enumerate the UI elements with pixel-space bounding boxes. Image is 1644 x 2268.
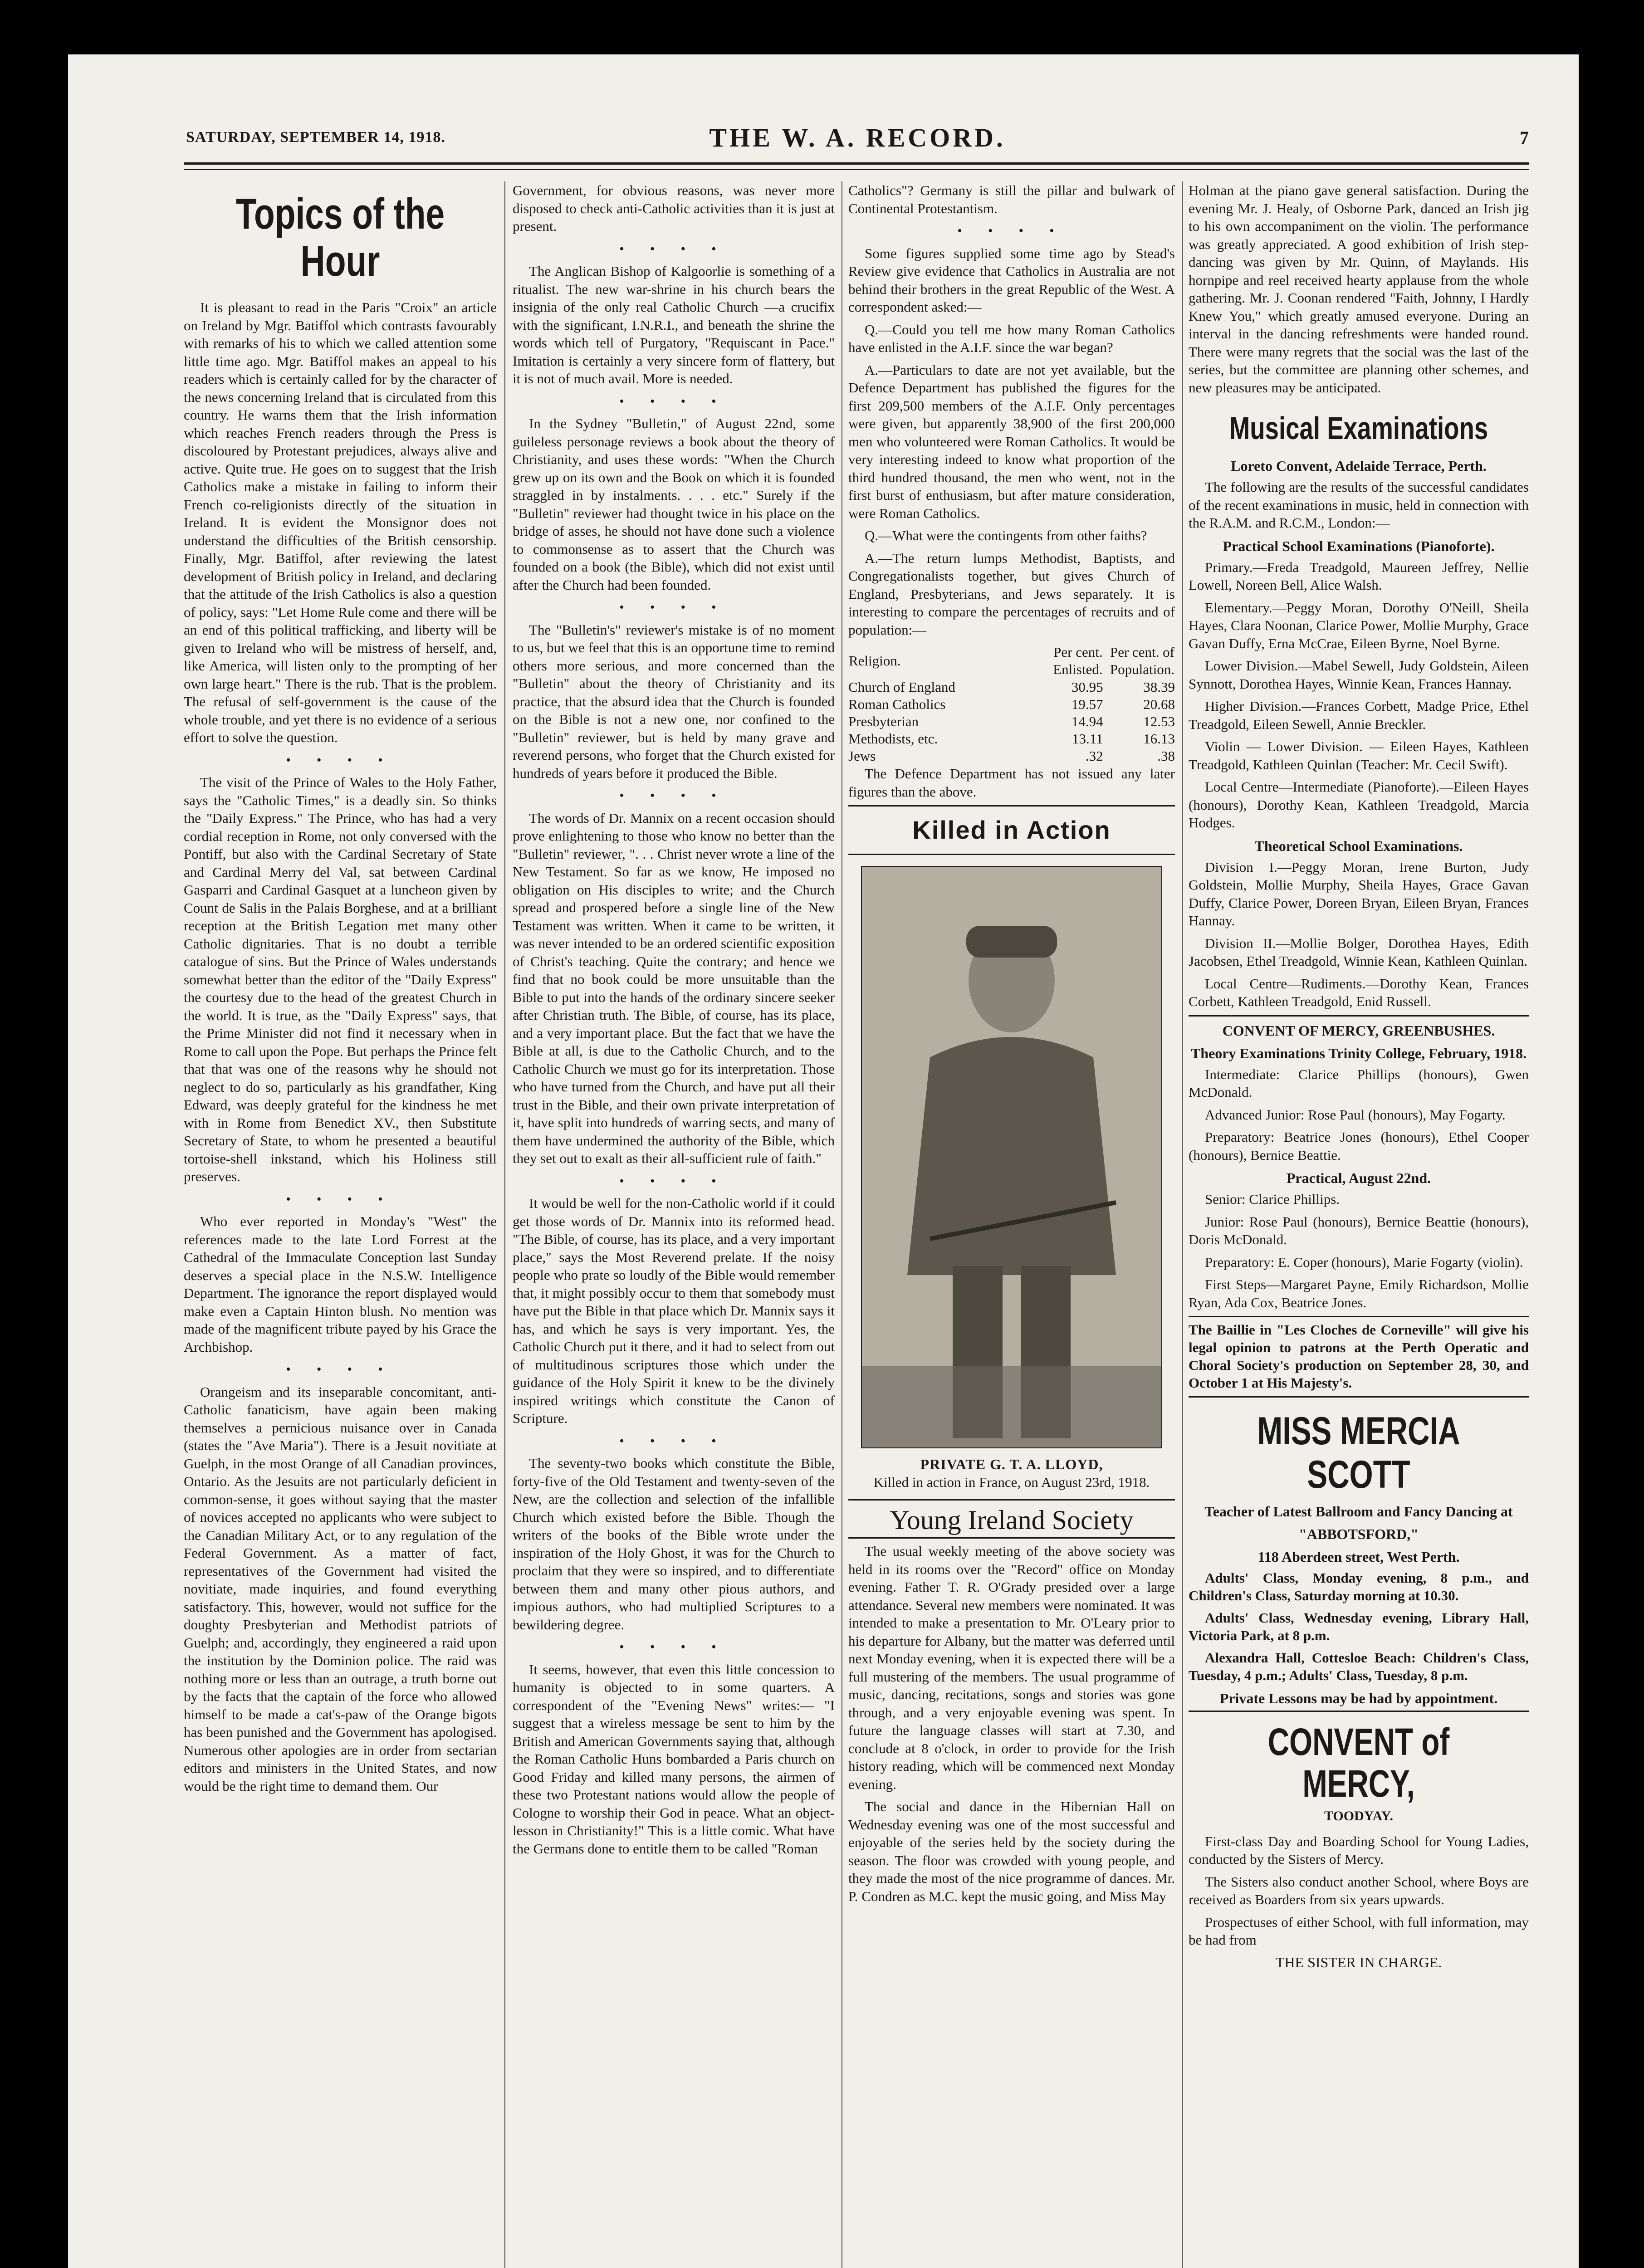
table-cell: Presbyterian bbox=[848, 714, 919, 729]
section-separator: • • • • bbox=[620, 1640, 728, 1653]
section-separator: • • • • bbox=[620, 601, 728, 614]
killed-in-action-headline: Killed in Action bbox=[912, 816, 1111, 844]
result-item: Lower Division.—Mabel Sewell, Judy Goldstein, Aileen Synnott, Dorothea Hayes, Winnie Kean, Frances Hannay. bbox=[1189, 658, 1529, 692]
rule bbox=[848, 805, 1175, 807]
rule bbox=[1189, 1015, 1529, 1017]
advert-line: Teacher of Latest Ballroom and Fancy Dancing at bbox=[1204, 1503, 1513, 1520]
section-heading: Loreto Convent, Adelaide Terrace, Perth. bbox=[1231, 458, 1487, 474]
young-ireland-headline: Young Ireland Society bbox=[890, 1505, 1134, 1535]
section-separator: • • • • bbox=[286, 1192, 394, 1206]
baillie-notice: The Baillie in "Les Cloches de Corneville" will give his legal opinion to patrons at the Perth Operatic and Choral Society's production on September 28, 30, and October 1 at His Majesty's. bbox=[1189, 1322, 1529, 1391]
section-separator: • • • • bbox=[620, 789, 728, 802]
table-header-cell: Religion. bbox=[849, 653, 901, 669]
advert-paragraph: Prospectuses of either School, with full information, may be had from bbox=[1189, 1914, 1529, 1948]
section-separator: • • • • bbox=[958, 224, 1066, 237]
article-paragraph: A.—The return lumps Methodist, Baptists, and Congregationalists together, but gives Church of England, Presbyterians, and Jews separately. It is interesting to compare the percentages of recruits and of population:— bbox=[848, 550, 1175, 638]
advert-paragraph: The Sisters also conduct another School, where Boys are received as Boarders from six years upwards. bbox=[1189, 1873, 1529, 1907]
table-cell: 13.11 bbox=[1072, 731, 1103, 747]
article-paragraph: The words of Dr. Mannix on a recent occasion should prove enlightening to those who know no better than the "Bulletin" reviewer, ". . . Christ never wrote a line of the New Testament. So far as we know, He imposed no obligation on His disciples to write; and the Church spread and prospered before a single line of the New Testament was written. When it came to be written, it was never intended to be an ordered scientific exposition of Christ's teaching. Quite the contrary; and hence we find that no book could be more unsuitable than the Bible to put into the hands of the ordinary sincere seeker after Christian truth. The Bible, of course, has its place, and a very important place. But the fact that we have the Bible at all, is due to the Catholic Church, and to the Catholic Church we must go for its interpretation. Those who have turned from the Church, and have put all their trust in the Bible, and their own private interpretation of it, have split into hundreds of warring sects, and many of them have undermined the authority of the Bible, which they set out to exalt as their all-sufficient rule of faith." bbox=[513, 810, 835, 1166]
table-cell: 14.94 bbox=[1071, 714, 1103, 729]
article-paragraph: The social and dance in the Hibernian Hall on Wednesday evening was one of the most successful and enjoyable of the series held by the society during the season. The floor was crowded with young people, and they made the most of the nice programme of dances. Mr. P. Condren as M.C. kept the music going, and Miss May bbox=[848, 1799, 1175, 1904]
result-item: Senior: Clarice Phillips. bbox=[1205, 1191, 1340, 1207]
column-4 bbox=[1189, 181, 1529, 2268]
rule bbox=[848, 854, 1175, 855]
result-item: Preparatory: E. Coper (honours), Marie Fogarty (violin). bbox=[1205, 1254, 1523, 1270]
result-item: Preparatory: Beatrice Jones (honours), Ethel Cooper (honours), Bernice Beattie. bbox=[1189, 1129, 1529, 1163]
musical-examinations-headline: Musical Examinations bbox=[1229, 411, 1488, 446]
table-cell: Roman Catholics bbox=[848, 696, 946, 712]
article-paragraph: The Anglican Bishop of Kalgoorlie is something of a ritualist. The new war-shrine in his church bears the insignia of the only real Catholic Church —a crucifix with the significant, I.N.R.I., and beneath the shrine the words which tell of Purgatory, "Requiscant in Pace." Imitation is certainly a very sincere form of flattery, but it is not of much avail. More is needed. bbox=[513, 263, 835, 386]
result-item: Local Centre—Rudiments.—Dorothy Kean, Frances Corbett, Kathleen Treadgold, Enid Russell. bbox=[1189, 975, 1529, 1009]
advert-line: Private Lessons may be had by appointment. bbox=[1219, 1690, 1498, 1706]
table-cell: .38 bbox=[1157, 748, 1175, 764]
result-item: Division II.—Mollie Bolger, Dorothea Hayes, Edith Jacobsen, Ethel Treadgold, Winnie Kean, Kathleen Quinlan. bbox=[1189, 935, 1529, 969]
header-rule bbox=[184, 162, 1529, 165]
section-separator: • • • • bbox=[620, 242, 728, 255]
photo-caption-detail: Killed in action in France, on August 23rd, 1918. bbox=[873, 1474, 1150, 1490]
advert-class: Adults' Class, Monday evening, 8 p.m., and Children's Class, Saturday morning at 10.30. bbox=[1189, 1570, 1529, 1603]
advert-paragraph: First-class Day and Boarding School for Young Ladies, conducted by the Sisters of Mercy. bbox=[1189, 1833, 1529, 1867]
section-heading: Theoretical School Examinations. bbox=[1254, 837, 1463, 854]
section-heading: Practical, August 22nd. bbox=[1286, 1170, 1431, 1186]
result-item: Violin — Lower Division. — Eileen Hayes, Kathleen Treadgold, Kathleen Quinlan (Teacher: Mr. Cecil Swift). bbox=[1189, 738, 1529, 772]
page-number: 7 bbox=[1520, 127, 1529, 148]
article-paragraph: The Defence Department has not issued any later figures than the above. bbox=[848, 766, 1175, 800]
rule bbox=[1189, 1711, 1529, 1712]
article-paragraph: Holman at the piano gave general satisfaction. During the evening Mr. J. Healy, of Osborne Park, danced an Irish jig to his own accompaniment on the violin. The performance was greatly appreciated. A good exhibition of Irish step-dancing was given by Mr. Quinn, of Maylands. His hornpipe and reel received hearty applause from the whole gathering. Mr. J. Coonan rendered "Faith, Johnny, I Hardly Knew You," which greatly amused everyone. During an interval in the dancing refreshments were handed round. There were many regrets that the social was the last of the series, but the committee are planning other schemes, and new pleasures may be anticipated. bbox=[1189, 182, 1529, 396]
article-paragraph: Some figures supplied some time ago by Stead's Review give evidence that Catholics in Australia are not behind their brothers in the great Republic of the West. A correspondent asked:— bbox=[848, 245, 1175, 315]
table-row bbox=[848, 730, 1175, 748]
article-paragraph: Orangeism and its inseparable concomitant, anti-Catholic fanaticism, have again been making themselves a pernicious nuisance over in Canada (states the "Ave Maria"). There is a Jesuit novitiate at Guelph, in the most Orange of all Canadian provinces, Ontario. As the Jesuits are not particularly deficient in common-sense, it goes without saying that the master of novices accepted no applicants who were subject to the Canadian Military Act, or to any regulation of the Federal Government. As a matter of fact, representatives of the Government had visited the novitiate, made inquiries, and found everything satisfactory. This, however, would not suffice for the doughty Presbyterian and Methodist patriots of Guelph; and, accordingly, they engineered a raid upon the institution by the Dominion police. The raid was nothing more or less than an outrage, a truth borne out by the facts that the captain of the force who allowed himself to be made a cat's-paw of the Orange bigots has been punished and the Government has apologised. Numerous other apologies are in order from sectarian editors and ministers in the United States, and now would be the right time to demand them. Our bbox=[184, 1383, 497, 1794]
convent-location: TOODYAY. bbox=[1324, 1809, 1394, 1823]
table-row bbox=[848, 679, 1175, 696]
issue-date: SATURDAY, SEPTEMBER 14, 1918. bbox=[186, 129, 445, 146]
rule bbox=[1189, 1396, 1529, 1398]
result-item: Higher Division.—Frances Corbett, Madge Price, Ethel Treadgold, Eileen Sewell, Annie Breckler. bbox=[1189, 698, 1529, 732]
soldier-portrait-photo bbox=[861, 866, 1162, 1448]
table-cell: 20.68 bbox=[1143, 696, 1175, 712]
advert-class: Alexandra Hall, Cottesloe Beach: Children's Class, Tuesday, 4 p.m.; Adults' Class, Tuesday, 8 p.m. bbox=[1189, 1650, 1529, 1683]
table-cell: 30.95 bbox=[1071, 679, 1103, 695]
section-heading: CONVENT OF MERCY, GREENBUSHES. bbox=[1222, 1022, 1495, 1039]
rule bbox=[848, 1537, 1175, 1539]
result-item: Intermediate: Clarice Phillips (honours), Gwen McDonald. bbox=[1189, 1066, 1529, 1100]
table-row bbox=[848, 748, 1175, 765]
table-cell: Methodists, etc. bbox=[848, 731, 938, 747]
rule bbox=[848, 1499, 1175, 1501]
article-paragraph: A.—Particulars to date are not yet available, but the Defence Department has published the figures for the first 209,500 members of the A.I.F. Only percentages were given, but apparently 38,900 of the first 200,000 men who volunteered were Roman Catholics. It would be very interesting indeed to know what proportion of the third hundred thousand, the men who went, not in the first burst of enthusiasm, but after mature consideration, were Roman Catholics. bbox=[848, 362, 1175, 521]
table-header-row bbox=[848, 643, 1175, 679]
article-paragraph: Q.—What were the contingents from other faiths? bbox=[865, 528, 1147, 543]
section-separator: • • • • bbox=[286, 1363, 394, 1376]
table-cell: Jews bbox=[848, 748, 876, 764]
column-3 bbox=[848, 181, 1175, 2268]
article-paragraph: It seems, however, that even this little concession to humanity is objected to in some quarters. A correspondent of the "Evening News" writes:— "I suggest that a wireless message be sent to him by the British and American Governments saying that, although the Roman Catholic Huns bombarded a Paris church on Good Friday and killed many persons, the airmen of these two Protestant nations would allow the people of Cologne to worship their God in peace. What an object-lesson in Christianity!" This is a little comic. What have the Germans done to entitle them to be called "Roman bbox=[513, 1661, 835, 1857]
result-item: Primary.—Freda Treadgold, Maureen Jeffrey, Nellie Lowell, Noreen Bell, Alice Walsh. bbox=[1189, 559, 1529, 593]
table-cell: .32 bbox=[1085, 748, 1103, 764]
article-paragraph: The visit of the Prince of Wales to the Holy Father, says the "Catholic Times," is a deadly sin. So thinks the "Daily Express." The Prince, who has had a very cordial reception in Rome, not only conversed with the Pontiff, but also with the Cardinal Secretary of State and Cardinal Merry del Val, sat between Cardinal Gasparri and Cardinal Gasquet at a luncheon given by Count de Salis in the Palais Borghese, and at a brilliant reception at the British Legation met many other Catholic dignitaries. That is no doubt a terrible catalogue of sins. But the Prince of Wales understands somewhat better than the editor of the "Daily Express" the courtesy due to the head of the greatest Church in the world. It is true, as the "Daily Express" says, that the Prime Minister did not find it necessary when in Rome to call upon the Pope. But perhaps the Prince felt that that was one of the reasons why he should not neglect to do so, particularly as his grandfather, King Edward, was deeply grateful for the kindness he met with in Rome from Benedict XV., then Substitute Secretary of State, to whom he presented a beautiful tortoise-shell inkstand, which his Holiness still preserves. bbox=[184, 774, 497, 1184]
section-separator: • • • • bbox=[620, 1434, 728, 1447]
section-heading: Practical School Examinations (Pianoforte). bbox=[1223, 538, 1495, 554]
soldier-silhouette-icon bbox=[862, 867, 1161, 1447]
article-paragraph: Government, for obvious reasons, was never more disposed to check anti-Catholic activities than it is just at present. bbox=[513, 182, 835, 234]
mercia-scott-headline: MISS MERCIA SCOTT bbox=[1257, 1409, 1460, 1496]
section-heading: Theory Examinations Trinity College, February, 1918. bbox=[1190, 1045, 1527, 1061]
table-row bbox=[848, 713, 1175, 730]
article-paragraph: It is pleasant to read in the Paris "Croix" an article on Ireland by Mgr. Batiffol which contrasts favourably with remarks of his to which we called attention some little time ago. Mgr. Batiffol makes an appeal to his readers which is certainly called for by the character of the news concerning Ireland that is circulated from this country. He warns them that the Irish information which reaches French readers through the Press is discoloured by Protestant prejudices, always alive and active. Quite true. He goes on to suggest that the Irish Catholics make a mistake in failing to inform their French co-religionists directly of the situation in Ireland. It is evident the Monsignor does not understand the difficulties of the British censorship. Finally, Mgr. Batiffol, after reviewing the latest development of British policy in Ireland, and declaring that the attitude of the Irish Catholics is also a question of policy, says: "Let Home Rule come and there will be an end of this political trafficking, and liberty will be given to Ireland who will be mistress of herself, and, like America, will listen only to the prompting of her own large heart." There is the rub. That is the problem. The refusal of self-government is the cause of the whole trouble, and yet there is no evidence of a serious effort to solve the question. bbox=[184, 299, 497, 745]
page-header bbox=[186, 122, 1529, 159]
convent-signature: THE SISTER IN CHARGE. bbox=[1275, 1954, 1442, 1970]
photo-caption-name: PRIVATE G. T. A. LLOYD, bbox=[920, 1456, 1103, 1472]
article-paragraph: It would be well for the non-Catholic world if it could get those words of Dr. Mannix into its reformed head. "The Bible, of course, has its place, and a very important place," says the Most Reverend prelate. If the noisy people who prate so loudly of the Bible would remember that, it might possibly occur to them that somebody must have put the Bible in that place which Dr. Mannix says it has, and which he says is very important. Yes, the Catholic Church put it there, and it had to select from out of multitudinous scriptures those which under the guidance of the Holy Spirit it knew to be the divinely inspired writings which constitute the Canon of Scripture. bbox=[513, 1195, 835, 1426]
section-separator: • • • • bbox=[620, 394, 728, 408]
table-cell: 38.39 bbox=[1143, 679, 1175, 695]
column-2 bbox=[513, 181, 835, 2268]
table-header-cell: Per cent. of Population. bbox=[1110, 644, 1174, 677]
article-paragraph: Who ever reported in Monday's "West" the references made to the late Lord Forrest at the Cathedral of the Immaculate Conception last Sunday deserves a special place in the N.S.W. Intelligence Department. The ignorance the report displayed would make even a Captain Hinton blush. No mention was made of the magnificent tribute payed by his Grace the Archbishop. bbox=[184, 1213, 497, 1355]
article-paragraph: The seventy-two books which constitute the Bible, forty-five of the Old Testament and twenty-seven of the New, are the collection and selection of the infallible Church which existed before the Bible. Though the writers of the books of the Bible wrote under the inspiration of the Holy Ghost, it was for the Church to proclaim that they were so inspired, and to differentiate between them and many other pious authors, and impious authors, who had multiplied Scriptures to a bewildering degree. bbox=[513, 1455, 835, 1633]
column-1 bbox=[184, 181, 497, 2268]
article-paragraph: Q.—Could you tell me how many Roman Catholics have enlisted in the A.I.F. since the war began? bbox=[848, 321, 1175, 355]
table-cell: 12.53 bbox=[1143, 714, 1175, 729]
newspaper-page bbox=[68, 54, 1579, 2268]
table-cell: 16.13 bbox=[1143, 731, 1175, 747]
article-paragraph: The "Bulletin's" reviewer's mistake is of no moment to us, but we feel that this is an opportune time to remind others more serious, and more concerned than the "Bulletin" about the theory of Christianity and its practice, that the absurd idea that the Church is founded on the Bible is not a new one, nor confined to the "Bulletin" reviewer, but is held by many grave and reverend persons, who forget that the Church existed for hundreds of years before it produced the Bible. bbox=[513, 621, 835, 781]
article-paragraph: Catholics"? Germany is still the pillar and bulwark of Continental Protestantism. bbox=[848, 182, 1175, 216]
rule bbox=[1189, 1316, 1529, 1317]
convent-of-mercy-headline: CONVENT of MERCY, bbox=[1267, 1721, 1450, 1805]
result-item: Junior: Rose Paul (honours), Bernice Beattie (honours), Doris McDonald. bbox=[1189, 1213, 1529, 1247]
topics-headline: Topics of the Hour bbox=[235, 190, 445, 285]
column-divider bbox=[504, 181, 505, 2268]
advert-line: "ABBOTSFORD," bbox=[1298, 1526, 1419, 1542]
table-cell: 19.57 bbox=[1071, 696, 1103, 712]
article-paragraph: The following are the results of the successful candidates of the recent examinations in music, held in connection with the R.A.M. and R.C.M., London:— bbox=[1189, 479, 1529, 531]
table-header-cell: Per cent. Enlisted. bbox=[1053, 644, 1103, 677]
table-cell: Church of England bbox=[848, 679, 955, 695]
table-row bbox=[848, 696, 1175, 713]
section-separator: • • • • bbox=[620, 1174, 728, 1188]
advert-class: Adults' Class, Wednesday evening, Library Hall, Victoria Park, at 8 p.m. bbox=[1189, 1610, 1529, 1643]
masthead: THE W. A. RECORD. bbox=[709, 123, 1006, 152]
section-separator: • • • • bbox=[286, 753, 394, 767]
advert-line: 118 Aberdeen street, West Perth. bbox=[1257, 1549, 1460, 1565]
article-paragraph: In the Sydney "Bulletin," of August 22nd, some guileless personage reviews a book about the theory of Christianity, and uses these words: "When the Church grew up on its own and the Book on which it is founded straggled in by instalments. . . . etc." Surely if the "Bulletin" reviewer had thought twice in his place on the bridge of asses, he should not have done such a violence to commonsense as to assert that the Church was founded on a book (the Bible), which did not exist until after the Church had been founded. bbox=[513, 415, 835, 593]
result-item: Elementary.—Peggy Moran, Dorothy O'Neill, Sheila Hayes, Clara Noonan, Clarice Power, Mollie Murphy, Grace Gavan Duffy, Erna McCrae, Eileen Byrne, Noel Byrne. bbox=[1189, 599, 1529, 651]
result-item: Division I.—Peggy Moran, Irene Burton, Judy Goldstein, Mollie Murphy, Sheila Hayes, Grace Gavan Duffy, Clarice Power, Doreen Bryan, Eileen Bryan, Frances Hannay. bbox=[1189, 859, 1529, 929]
header-rule-thin bbox=[184, 169, 1529, 170]
religion-table bbox=[848, 643, 1175, 765]
result-item: First Steps—Margaret Payne, Emily Richardson, Mollie Ryan, Ada Cox, Beatrice Jones. bbox=[1189, 1276, 1529, 1310]
column-divider bbox=[1182, 181, 1183, 2268]
result-item: Local Centre—Intermediate (Pianoforte).—Eileen Hayes (honours), Dorothy Kean, Kathleen Treadgold, Marcia Hodges. bbox=[1189, 779, 1529, 831]
result-item: Advanced Junior: Rose Paul (honours), May Fogarty. bbox=[1205, 1106, 1506, 1123]
article-paragraph: The usual weekly meeting of the above society was held in its rooms over the "Record" office on Monday evening. Father T. R. O'Grady presided over a large attendance. Several new members were nominated. It was intended to make a presentation to Mr. O'Leary prior to his departure for Albany, but the matter was deferred until next Monday evening, when it is expected there will be a full mustering of the members. The usual programme of music, dancing, recitations, songs and stories was gone through, and a very enjoyable evening was spent. In future the language classes will start at 7.30, and conclude at 8 o'clock, in order to provide for the Irish history reading, which will be commenced next Monday evening. bbox=[848, 1543, 1175, 1792]
